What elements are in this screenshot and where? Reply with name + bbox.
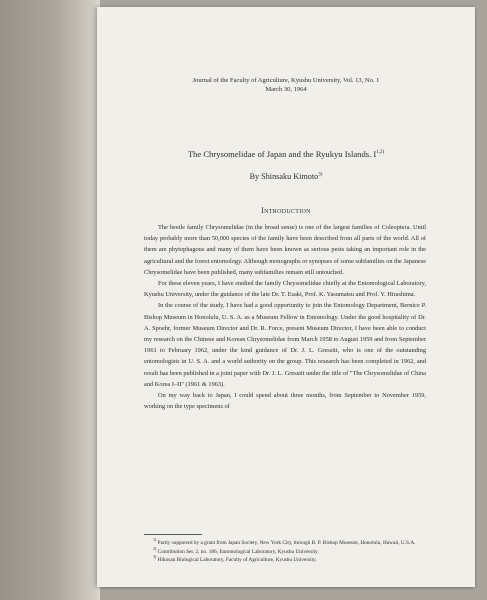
footnote bbox=[144, 556, 426, 565]
journal-date: March 30, 1964 bbox=[265, 86, 307, 93]
article-title bbox=[117, 149, 455, 159]
document-page bbox=[97, 7, 475, 587]
footnote-text: Hikosan Biological Laboratory, Faculty of Agriculture, Kyushu University. bbox=[157, 557, 317, 564]
title-footnote-mark: 1,2) bbox=[376, 150, 385, 156]
adjacent-page-edge bbox=[0, 0, 100, 600]
paragraph: The beetle family Chrysomelidae (in the broad sense) is one of the largest families of Coleoptera. Until today probably more than 50,000 species of the family have been described from all parts of the world. All of them are phytophagous and many of them have been known as serious pests taking an important role in the agricultural and the forest entomology. Although monographs or synopses of some subfamilies on the Japanese Chrysomelidae have been published, many subfamilies remain still untouched. bbox=[144, 224, 427, 276]
footnote-text: Contribution Ser. 2, no. 186, Entomological Laboratory, Kyushu University. bbox=[157, 548, 319, 555]
footnote bbox=[144, 545, 426, 560]
footnote-mark: 1) bbox=[153, 537, 157, 543]
article-title-text: The Chrysomelidae of Japan and the Ryukyu Islands. I bbox=[187, 149, 377, 159]
footnote-divider bbox=[144, 534, 202, 535]
footnote-mark: 3) bbox=[153, 554, 157, 560]
footnote-mark: 2) bbox=[153, 545, 157, 551]
journal-header bbox=[117, 76, 455, 94]
paragraph: On my way back to Japan, I could spend about three months, from September to November 1959, working on the type specimens of bbox=[144, 392, 426, 411]
author-line bbox=[117, 172, 455, 182]
author-name: By Shinsaku Kimoto bbox=[249, 172, 319, 181]
footnotes bbox=[144, 539, 426, 565]
body-text bbox=[144, 222, 426, 412]
section-heading: Introduction bbox=[261, 206, 311, 215]
paragraph: In the course of the study, I have had a good opportunity to join the Entomology Department, Bernice P. Bishop Museum in Honolulu, U. S. A. as a Museum Fellow in Entomology. Under the good hospitality of Dr. A. Spoehr, former Museum Director and Dr. R. Force, present Museum Director, I have been able to conduct my research on the Chinese and Korean Chrysomelidae from March 1958 to August 1959 and from September 1961 to February 1962, under the kind guidance of Dr. J. L. Gressitt, who is one of the outstanding entomologists in U. S. A. and a world authority on the group. This research has been completed in 1962, and result has been published in a joint paper with Dr. J. L. Gressitt under the title of "The Chrysomelidae of China and Korea I–II" (1961 & 1963). bbox=[144, 302, 426, 388]
paragraph: For these eleven years, I have studied the family Chrysomelidae chiefly at the Entomological Laboratory, Kyushu University, under the guidance of the late Dr. T. Esaki, Prof. K. Yasumatsu and Prof. Y. Hirashima. bbox=[144, 280, 426, 299]
author-footnote-mark: 3) bbox=[318, 172, 323, 178]
footnote bbox=[144, 539, 426, 548]
journal-citation: Journal of the Faculty of Agriculture, Kyushu University, Vol. 13, No. 1 bbox=[192, 77, 380, 84]
footnote-text: Partly supported by a grant from Japan Society, New York City, through B. P. Bishop Museum, Honolulu, Hawaii, U.S.A. bbox=[157, 540, 416, 546]
